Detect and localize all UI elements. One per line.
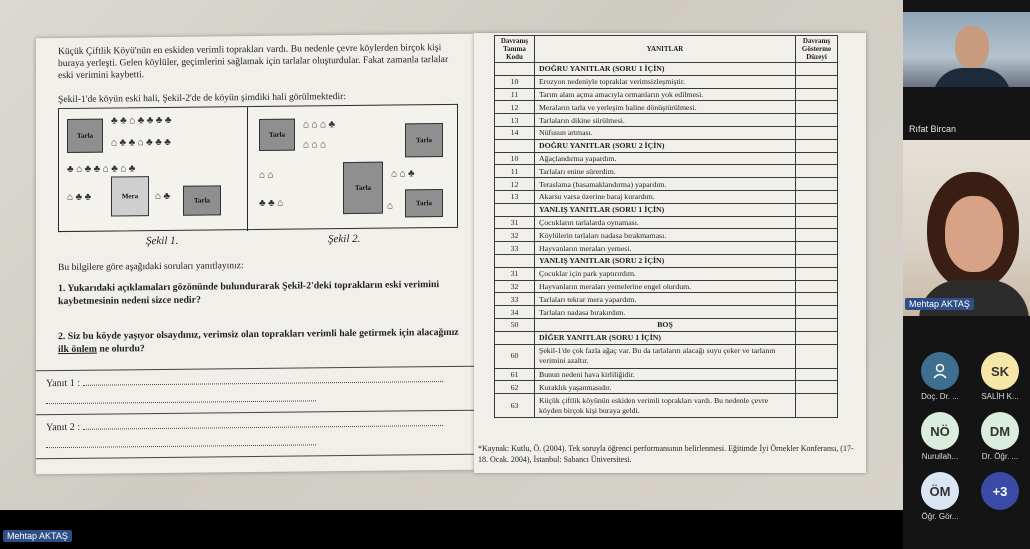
row-answer: Tarım alanı açma amacıyla ormanların yok edilmesi.	[535, 88, 796, 101]
row-code	[495, 203, 535, 216]
row-answer: BOŞ	[535, 318, 796, 331]
answer-2-line-2	[46, 436, 466, 451]
table-row	[495, 126, 838, 139]
participant-name: Doç. Dr. ...	[921, 392, 959, 401]
table-row	[495, 331, 838, 344]
question-2-start: 2. Siz bu köyde yaşıyor olsaydınız, verimsiz olan toprakları verimli hale getirmek için alacağınız	[58, 326, 459, 343]
participant-name: Dr. Öğr. ...	[981, 452, 1019, 461]
field-4: Tarla	[343, 162, 383, 214]
participant-tile[interactable]	[918, 472, 962, 521]
field-2: Tarla	[183, 185, 221, 215]
row-level	[796, 368, 838, 381]
table-row	[495, 267, 838, 280]
tree-icon: ⌂ ♣ ♣	[67, 191, 92, 203]
answer-1-dots	[83, 381, 443, 386]
answer-2-dots	[83, 425, 443, 430]
row-answer: DOĞRU YANITLAR (SORU 2 İÇİN)	[535, 139, 796, 152]
row-code	[495, 331, 535, 344]
row-code: 31	[495, 216, 535, 229]
row-level	[796, 203, 838, 216]
table-row	[495, 203, 838, 216]
table-row	[495, 318, 838, 331]
video-tile-2[interactable]	[903, 140, 1030, 316]
row-code: 33	[495, 242, 535, 255]
divider	[36, 366, 474, 372]
avatar: ÖM	[921, 472, 959, 510]
video-tile-1[interactable]	[903, 12, 1030, 87]
tree-icon: ⌂ ♣	[155, 190, 171, 203]
table-row	[495, 344, 838, 368]
row-answer: Erozyon nedeniyle topraklar verimsizleşmiştir.	[535, 75, 796, 88]
video-2-name: Mehtap AKTAŞ	[905, 298, 974, 310]
question-1: 1. Yukarıdaki açıklamaları gözönünde bulundurarak Şekil-2'deki toprakların eski verimini kaybetmesinin nedeni sizce nedir?	[58, 279, 440, 308]
question-2-emphasis: ilk önlem	[58, 343, 97, 356]
house-icon: ⌂	[387, 200, 394, 212]
row-answer: Çocuklar için park yaptırırdım.	[535, 267, 796, 280]
row-level	[796, 318, 838, 331]
participant-name: Nurullah...	[921, 452, 959, 461]
row-level	[796, 101, 838, 114]
intro-paragraph: Küçük Çiftlik Köyü'nün en eskiden verimli toprakları vardı. Bu nedenle çevre köylerden birçok kişi buraya yerleşti. Gelen köylüler, geçimlerini sağlamak için tarlalar oluşturdular. Fakat zamanla tarlalar eski verimini kaybetti.	[58, 42, 449, 82]
answer-1-line-2	[46, 392, 466, 407]
participant-tile[interactable]	[918, 412, 962, 461]
table-row	[495, 139, 838, 152]
row-level	[796, 229, 838, 242]
table-row	[495, 165, 838, 178]
row-answer: Şekil-1'de çok fazla ağaç var. Bu da tarlaların alacağı suyu çeker ve tarlanın verimini azaltır.	[535, 344, 796, 368]
row-code: 32	[495, 280, 535, 293]
house-icon: ⌂ ⌂ ♣	[391, 168, 415, 180]
row-answer: DOĞRU YANITLAR (SORU 1 İÇİN)	[535, 63, 796, 76]
row-code: 32	[495, 229, 535, 242]
row-level	[796, 344, 838, 368]
participant-name: Öğr. Gör...	[921, 512, 959, 521]
table-row	[495, 114, 838, 127]
table-row	[495, 101, 838, 114]
table-row	[495, 293, 838, 306]
figure-box	[58, 104, 458, 232]
row-level	[796, 293, 838, 306]
row-answer: Nüfusun artması.	[535, 126, 796, 139]
row-code: 11	[495, 165, 535, 178]
source-note: *Kaynak: Kutlu, Ö. (2004). Tek soruyla öğrenci performansının belirlenmesi. Eğitimde İyi Örnekler Konferansı, (17-18. Ocak. 2004), İstanbul: Sabancı Üniversitesi.	[478, 444, 854, 464]
row-level	[796, 63, 838, 76]
row-level	[796, 242, 838, 255]
figure-caption-2: Şekil 2.	[328, 232, 361, 246]
table-row	[495, 368, 838, 381]
divider	[36, 454, 474, 460]
row-level	[796, 394, 838, 418]
row-answer: Tarlaların dikine sürülmesi.	[535, 114, 796, 127]
row-level	[796, 280, 838, 293]
row-answer: Çocukların tarlalarda oynaması.	[535, 216, 796, 229]
row-answer: Tarlaları enine sürerdim.	[535, 165, 796, 178]
participant-tile[interactable]	[978, 412, 1022, 461]
house-icon: ⌂ ⌂ ⌂	[303, 139, 327, 151]
row-code: 50	[495, 318, 535, 331]
row-level	[796, 75, 838, 88]
row-level	[796, 216, 838, 229]
row-level	[796, 88, 838, 101]
row-answer: Kuraklık yaşanmasıdır.	[535, 381, 796, 394]
meadow: Mera	[111, 176, 149, 216]
row-code: 33	[495, 293, 535, 306]
row-answer: Köylülerin tarlaları nadasa bırakmaması.	[535, 229, 796, 242]
book-page-left	[36, 34, 474, 475]
row-code: 10	[495, 152, 535, 165]
answer-2-dots-2	[46, 444, 316, 448]
answer-2-line	[46, 418, 466, 433]
row-answer: Teraslama (basamaklandırma) yapardım.	[535, 178, 796, 191]
field-1: Tarla	[67, 119, 103, 153]
row-answer: Ağaçlandırma yapardım.	[535, 152, 796, 165]
participant-body	[933, 68, 1011, 87]
row-answer: Bunun nedeni hava kirliliğidir.	[535, 368, 796, 381]
table-row	[495, 88, 838, 101]
figure-intro: Şekil-1'de köyün eski hali, Şekil-2'de de köyün şimdiki hali görülmektedir:	[58, 91, 347, 106]
row-code: 12	[495, 178, 535, 191]
row-level	[796, 126, 838, 139]
participant-name: SALİH K...	[981, 392, 1019, 401]
row-code	[495, 254, 535, 267]
answer-1-dots-2	[46, 400, 316, 404]
row-code: 31	[495, 267, 535, 280]
table-row	[495, 190, 838, 203]
row-answer: Tarlaları tekrar mera yapardım.	[535, 293, 796, 306]
row-code: 63	[495, 394, 535, 418]
table-header-row	[495, 36, 838, 63]
avatar: +3	[981, 472, 1019, 510]
row-code: 13	[495, 190, 535, 203]
row-level	[796, 306, 838, 319]
header-level: Davranış Gösterme Düzeyi	[796, 36, 838, 63]
avatar: SK	[981, 352, 1019, 390]
house-icon: ♣ ♣ ⌂	[259, 197, 284, 209]
table-row	[495, 254, 838, 267]
row-answer: YANLIŞ YANITLAR (SORU 2 İÇİN)	[535, 254, 796, 267]
row-code: 61	[495, 368, 535, 381]
table-row	[495, 306, 838, 319]
row-code: 10	[495, 75, 535, 88]
table-row	[495, 178, 838, 191]
answer-1-label: Yanıt 1 :	[46, 377, 80, 390]
row-code: 34	[495, 306, 535, 319]
row-level	[796, 114, 838, 127]
house-icon: ⌂ ⌂	[259, 169, 274, 181]
row-code: 11	[495, 88, 535, 101]
tree-icon: ⌂ ♣ ♣ ⌂ ♣ ♣ ♣	[111, 136, 171, 149]
participant-tile[interactable]	[978, 352, 1022, 401]
figure-caption-1: Şekil 1.	[146, 234, 179, 248]
row-level	[796, 267, 838, 280]
row-level	[796, 152, 838, 165]
table-row	[495, 381, 838, 394]
header-code: Davranış Tanıma Kodu	[495, 36, 535, 63]
row-code: 62	[495, 381, 535, 394]
rubric-table	[494, 35, 838, 418]
video-1-name: Rıfat Bircan	[909, 124, 957, 134]
row-code	[495, 63, 535, 76]
row-answer: Hayvanların meraları yemelerine engel olurdum.	[535, 280, 796, 293]
figure-divider	[247, 107, 248, 231]
bottom-bar	[0, 510, 903, 549]
row-code	[495, 139, 535, 152]
tree-icon: ♣ ⌂ ♣ ♣ ⌂ ♣ ⌂ ♣	[67, 163, 136, 175]
avatar: DM	[981, 412, 1019, 450]
field-5: Tarla	[405, 123, 443, 157]
participant-tile[interactable]	[918, 352, 962, 401]
row-level	[796, 331, 838, 344]
field-3: Tarla	[259, 119, 295, 151]
table-row	[495, 216, 838, 229]
answer-1-line	[46, 374, 466, 389]
house-icon: ⌂ ⌂ ⌂ ♣	[303, 119, 336, 131]
avatar: NÖ	[921, 412, 959, 450]
active-speaker-tag: Mehtap AKTAŞ	[3, 530, 72, 542]
header-answers: YANITLAR	[535, 36, 796, 63]
row-answer: Tarlaları nadasa bırakırdım.	[535, 306, 796, 319]
row-code: 14	[495, 126, 535, 139]
answer-2-label: Yanıt 2 :	[46, 421, 80, 434]
divider	[36, 410, 474, 416]
row-level	[796, 139, 838, 152]
table-row	[495, 63, 838, 76]
row-code: 13	[495, 114, 535, 127]
table-row	[495, 152, 838, 165]
row-level	[796, 190, 838, 203]
table-row	[495, 280, 838, 293]
row-level	[796, 178, 838, 191]
person-icon	[921, 352, 959, 390]
row-level	[796, 165, 838, 178]
participant-tile[interactable]	[978, 472, 1022, 510]
row-answer: DİĞER YANITLAR (SORU 1 İÇİN)	[535, 331, 796, 344]
book-page-right	[474, 33, 866, 473]
question-2	[58, 326, 468, 356]
row-code: 60	[495, 344, 535, 368]
table-row	[495, 229, 838, 242]
row-answer: YANLIŞ YANITLAR (SORU 1 İÇİN)	[535, 203, 796, 216]
row-answer: Hayvanların meraları yemesi.	[535, 242, 796, 255]
row-level	[796, 254, 838, 267]
row-answer: Akarsu varsa üzerine baraj kurardım.	[535, 190, 796, 203]
row-code: 12	[495, 101, 535, 114]
table-row	[495, 394, 838, 418]
tree-icon: ♣ ♣ ⌂ ♣ ♣ ♣ ♣	[111, 114, 172, 127]
participant-head	[955, 26, 989, 68]
instruction: Bu bilgilere göre aşağıdaki soruları yanıtlayınız:	[58, 260, 244, 274]
question-2-end: ne olurdu?	[96, 343, 145, 355]
table-row	[495, 75, 838, 88]
row-level	[796, 381, 838, 394]
table-row	[495, 242, 838, 255]
field-6: Tarla	[405, 189, 443, 217]
row-answer: Meraların tarla ve yerleşim haline dönüştürülmesi.	[535, 101, 796, 114]
row-answer: Küçük çiftlik köyünün eskiden verimli toprakları vardı. Bu nedenle çevre köyden birçok kişi buraya geldi.	[535, 394, 796, 418]
participant-face	[945, 196, 1003, 272]
